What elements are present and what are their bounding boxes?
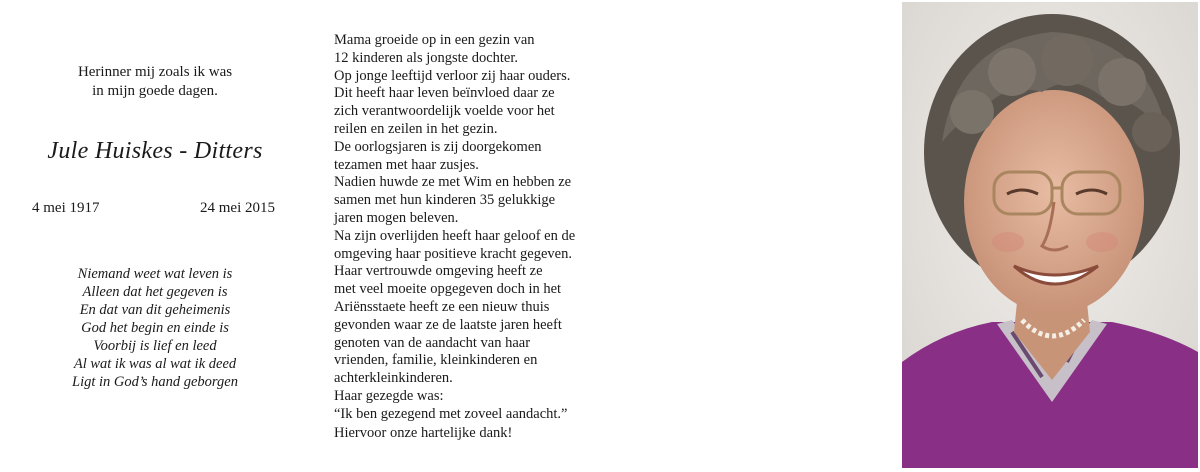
cheek-left — [992, 232, 1024, 252]
birth-date: 4 mei 1917 — [32, 200, 100, 216]
hair-curl — [1098, 58, 1146, 106]
poem-line: Ligt in God’s hand geborgen — [72, 374, 238, 390]
story-line: samen met hun kinderen 35 gelukkige — [334, 192, 556, 209]
story-line: Nadien huwde ze met Wim en hebben ze — [334, 174, 572, 191]
portrait-photo — [902, 2, 1198, 468]
portrait-illustration — [902, 2, 1198, 468]
story-line: Haar gezegde was: — [334, 387, 444, 404]
story-line: omgeving haar positieve kracht gegeven. — [334, 245, 572, 262]
story-line: Mama groeide op in een gezin van — [334, 32, 535, 48]
intro-verse — [40, 63, 270, 101]
poem-line: Voorbij is lief en leed — [93, 338, 217, 354]
hair-curl — [988, 48, 1036, 96]
deceased-name: Jule Huiskes - Ditters — [47, 138, 263, 164]
story-line: Dit heeft haar leven beïnvloed daar ze — [334, 85, 555, 102]
story-line: gevonden waar ze de laatste jaren heeft — [334, 316, 562, 333]
story-line: Ariënsstaete heeft ze een nieuw thuis — [334, 298, 550, 315]
intro-line: Herinner mij zoals ik was — [77, 64, 233, 80]
story-line: achterkleinkinderen. — [334, 370, 453, 387]
hair-curl — [1041, 34, 1093, 86]
story-line: Op jonge leeftijd verloor zij haar ouders. — [334, 67, 571, 84]
hair-curl — [950, 90, 994, 134]
cheek-right — [1086, 232, 1118, 252]
poem-line: Alleen dat het gegeven is — [82, 284, 228, 300]
story-line: “Ik ben gezegend met zoveel aandacht.” — [334, 405, 568, 422]
story-line: jaren mogen beleven. — [334, 209, 459, 226]
story-line: met veel moeite opgegeven doch in het — [334, 281, 562, 298]
closing-thanks: Hiervoor onze hartelijke dank! — [334, 425, 513, 441]
story-line: Haar vertrouwde omgeving heeft ze — [334, 263, 543, 280]
poem-line: Al wat ik was al wat ik deed — [73, 356, 237, 372]
story-line: genoten van de aandacht van haar — [334, 334, 531, 351]
story-line: tezamen met haar zusjes. — [334, 156, 479, 173]
hair-curl — [1132, 112, 1172, 152]
story-line: Na zijn overlijden heeft haar geloof en de — [334, 227, 576, 244]
story-line: De oorlogsjaren is zij doorgekomen — [334, 138, 542, 155]
poem — [40, 265, 270, 391]
story-line: 12 kinderen als jongste dochter. — [334, 49, 519, 66]
life-story — [334, 32, 604, 424]
story-line: vrienden, familie, kleinkinderen en — [334, 352, 538, 369]
story-line: reilen en zeilen in het gezin. — [334, 120, 498, 137]
poem-line: Niemand weet wat leven is — [77, 266, 233, 282]
poem-line: God het begin en einde is — [81, 320, 229, 336]
poem-line: En dat van dit geheimenis — [79, 302, 231, 318]
story-line: zich verantwoordelijk voelde voor het — [334, 103, 555, 120]
death-date: 24 mei 2015 — [200, 200, 275, 216]
intro-line: in mijn goede dagen. — [92, 83, 218, 99]
